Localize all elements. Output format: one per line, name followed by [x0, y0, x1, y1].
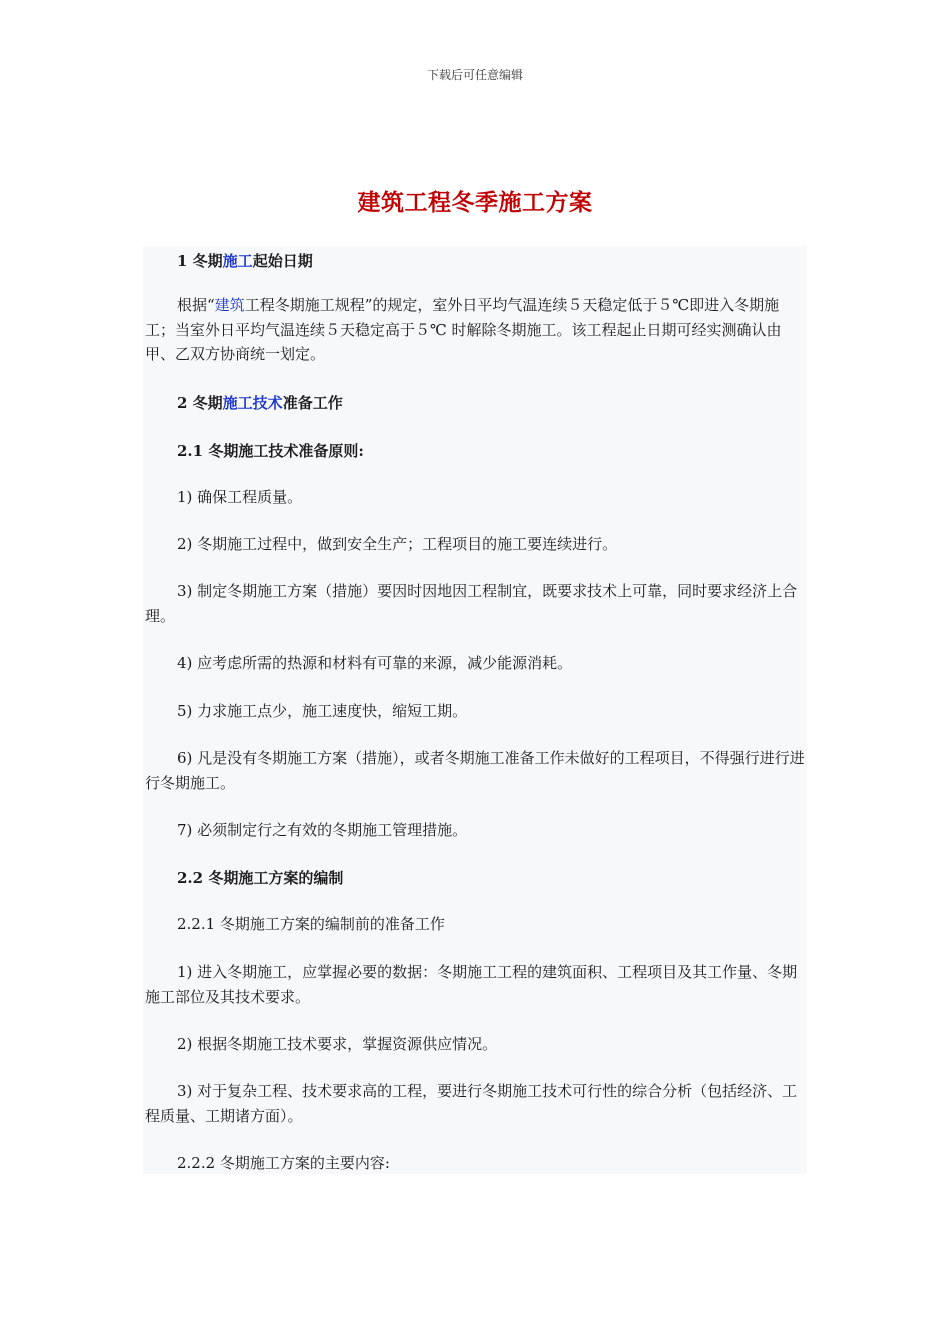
- list-item: 1) 进入冬期施工，应掌握必要的数据：冬期施工工程的建筑面积、工程项目及其工作量、冬期施工部位及其技术要求。: [145, 963, 798, 1006]
- document-title: 建筑工程冬季施工方案: [357, 189, 593, 216]
- section-1-heading: 1 冬期施工起始日期: [177, 252, 313, 270]
- list-item: 7) 必须制定行之有效的冬期施工管理措施。: [177, 821, 468, 839]
- section-2-heading: 2 冬期施工技术准备工作: [177, 394, 343, 412]
- section-2-2-2-heading: 2.2.2 冬期施工方案的主要内容:: [177, 1154, 390, 1172]
- list-item: 2) 根据冬期施工技术要求，掌握资源供应情况。: [177, 1035, 498, 1053]
- list-item: 3) 对于复杂工程、技术要求高的工程，要进行冬期施工技术可行性的综合分析（包括经济、工程质量、工期诸方面）。: [145, 1082, 798, 1125]
- link-shigong[interactable]: 施工: [222, 252, 253, 270]
- list-item: 6) 凡是没有冬期施工方案（措施），或者冬期施工准备工作未做好的工程项目，不得强行进行进行冬期施工。: [145, 749, 805, 792]
- section-2-1-heading: 2.1 冬期施工技术准备原则:: [177, 442, 364, 460]
- link-jianzhu[interactable]: 建筑: [214, 296, 245, 314]
- section-2-2-heading: 2.2 冬期施工方案的编制: [177, 869, 344, 887]
- header-note: 下载后可任意编辑: [426, 68, 523, 82]
- document-body: [143, 246, 807, 1174]
- section-1-paragraph: 根据“建筑工程冬期施工规程”的规定，室外日平均气温连续５天稳定低于５℃即进入冬期施工；当室外日平均气温连续５天稳定高于５℃ 时解除冬期施工。该工程起止日期可经实测确认由甲、乙双方协商统一划定。: [145, 296, 782, 363]
- list-item: 3) 制定冬期施工方案（措施）要因时因地因工程制宜，既要求技术上可靠，同时要求经济上合理。: [145, 582, 798, 625]
- list-item: 5) 力求施工点少，施工速度快，缩短工期。: [177, 702, 468, 720]
- list-item: 2) 冬期施工过程中，做到安全生产；工程项目的施工要连续进行。: [177, 535, 618, 553]
- list-item: 1) 确保工程质量。: [177, 488, 303, 506]
- link-shigong-jishu[interactable]: 施工技术: [222, 394, 283, 412]
- list-item: 4) 应考虑所需的热源和材料有可靠的来源，减少能源消耗。: [177, 654, 573, 672]
- section-2-2-1-heading: 2.2.1 冬期施工方案的编制前的准备工作: [177, 915, 445, 933]
